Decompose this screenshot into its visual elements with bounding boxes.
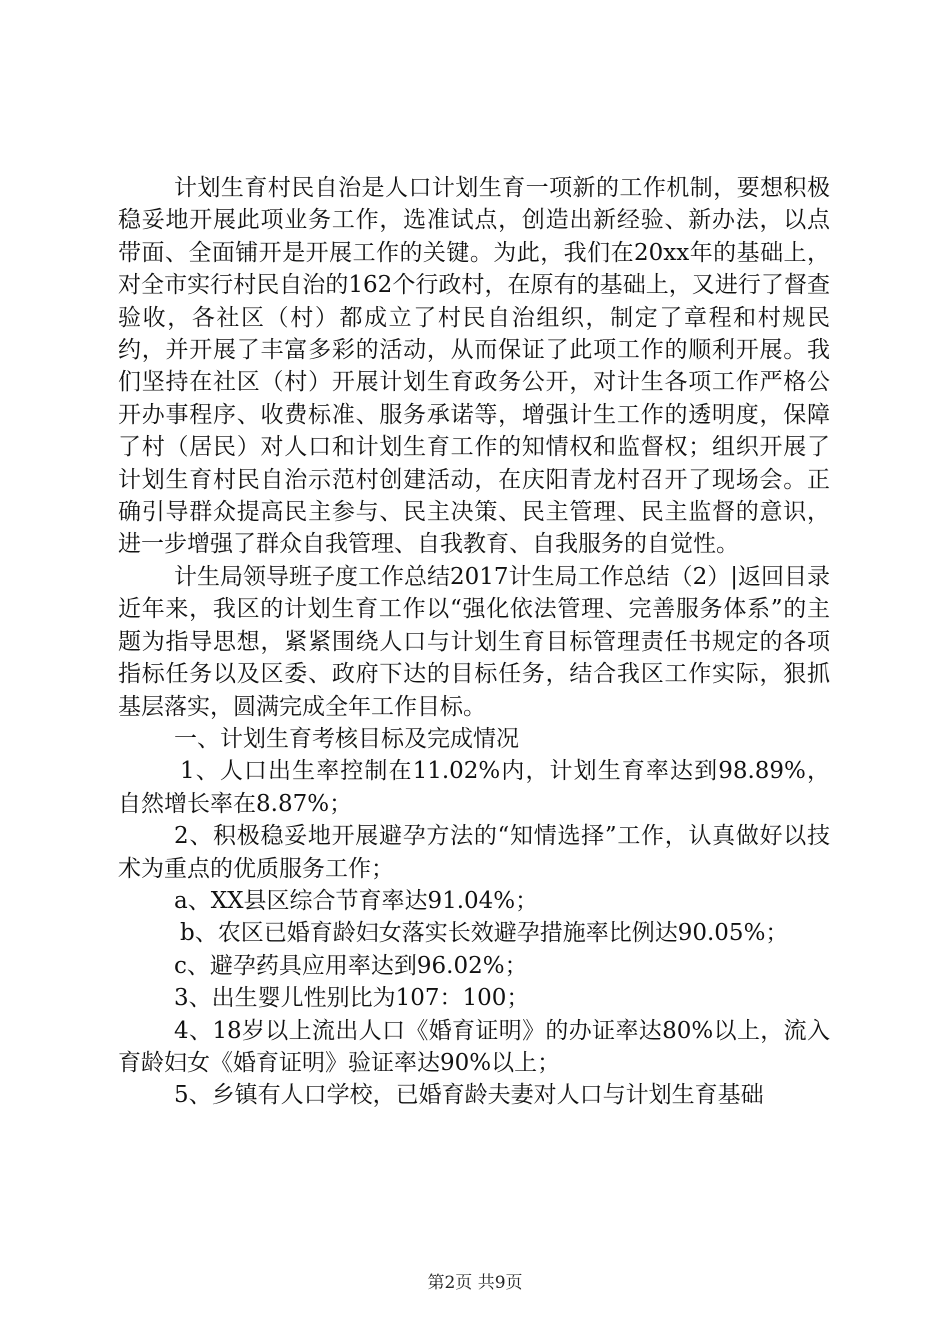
- list-item-long-acting-rate: b、农区已婚育龄妇女落实长效避孕措施率比例达90.05%；: [180, 920, 789, 947]
- list-item-birth-rate: 1、人口出生率控制在11.02%内，计划生育率达到98.89%，自然增长率在8.87%；: [118, 758, 830, 817]
- document-body: [118, 172, 830, 1112]
- list-item-marriage-certificate: 4、18岁以上流出人口《婚育证明》的办证率达80%以上，流入育龄妇女《婚育证明》验证率达90%以上；: [118, 1017, 830, 1076]
- paragraph-summary-intro: 计生局领导班子度工作总结2017计生局工作总结（2）|返回目录近年来，我区的计划生育工作以“强化依法管理、完善服务体系”的主题为指导思想，紧紧围绕人口与计划生育目标管理责任书规定的各项指标任务以及区委、政府下达的目标任务，结合我区工作实际，狠抓基层落实，圆满完成全年工作目标。: [118, 563, 830, 720]
- list-item-population-school: 5、乡镇有人口学校，已婚育龄夫妻对人口与计划生育基础: [174, 1082, 764, 1109]
- list-item-contraceptive-usage: c、避孕药具应用率达到96.02%；: [174, 952, 528, 979]
- page-number-footer: 第2页 共9页: [427, 1273, 523, 1293]
- list-item-sex-ratio: 3、出生婴儿性别比为107：100；: [174, 985, 530, 1012]
- section-heading-targets: 一、计划生育考核目标及完成情况: [174, 725, 519, 752]
- list-item-contraception-choice: 2、积极稳妥地开展避孕方法的“知情选择”工作，认真做好以技术为重点的优质服务工作；: [118, 823, 830, 882]
- list-item-sterilization-rate: a、XX县区综合节育率达91.04%；: [174, 887, 539, 914]
- paragraph-village-autonomy: 计划生育村民自治是人口计划生育一项新的工作机制，要想积极稳妥地开展此项业务工作，选准试点，创造出新经验、新办法，以点带面、全面铺开是开展工作的关键。为此，我们在20xx年的基础上，对全市实行村民自治的162个行政村，在原有的基础上，又进行了督查验收，各社区（村）都成立了村民自治组织，制定了章程和村规民约，并开展了丰富多彩的活动，从而保证了此项工作的顺利开展。我们坚持在社区（村）开展计划生育政务公开，对计生各项工作严格公开办事程序、收费标准、服务承诺等，增强计生工作的透明度，保障了村（居民）对人口和计划生育工作的知情权和监督权；组织开展了计划生育村民自治示范村创建活动，在庆阳青龙村召开了现场会。正确引导群众提高民主参与、民主决策、民主管理、民主监督的意识，进一步增强了群众自我管理、自我教育、自我服务的自觉性。: [118, 175, 830, 558]
